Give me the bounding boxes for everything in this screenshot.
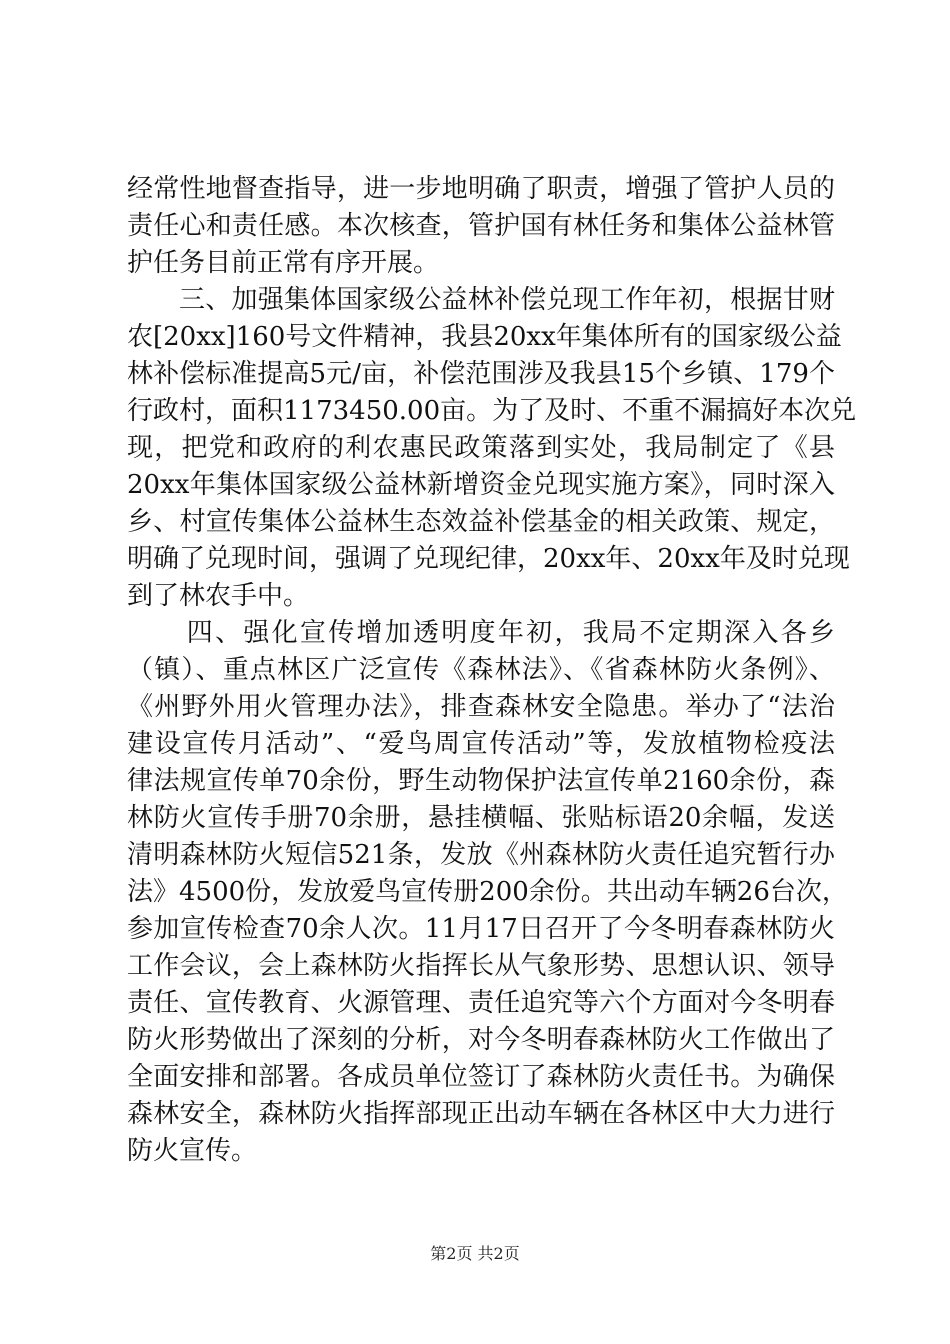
text-line: 三、加强集体国家级公益林补偿兑现工作年初，根据甘财 <box>179 285 835 315</box>
text-line: 防火宣传。 <box>127 1136 258 1166</box>
paragraph <box>127 615 848 1170</box>
text-line: 工作会议，会上森林防火指挥长从气象形势、思想认识、领导 <box>127 951 835 981</box>
text-line: 现，把党和政府的利农惠民政策落到实处，我局制定了《县 <box>127 433 835 463</box>
text-line: 清明森林防火短信521条，发放《州森林防火责任追究暂行办 <box>127 840 835 870</box>
text-line: 经常性地督查指导，进一步地明确了职责，增强了管护人员的 <box>127 174 835 204</box>
text-line: 防火形势做出了深刻的分析，对今冬明春森林防火工作做出了 <box>127 1025 835 1055</box>
text-line: 农[20xx]160号文件精神，我县20xx年集体所有的国家级公益 <box>127 322 842 352</box>
paragraph <box>127 171 835 282</box>
text-line: 乡、村宣传集体公益林生态效益补偿基金的相关政策、规定， <box>127 507 835 537</box>
text-line: 参加宣传检查70余人次。11月17日召开了今冬明春森林防火 <box>127 914 835 944</box>
text-line: 明确了兑现时间，强调了兑现纪律，20xx年、20xx年及时兑现 <box>127 544 850 574</box>
text-line: 责任、宣传教育、火源管理、责任追究等六个方面对今冬明春 <box>127 988 835 1018</box>
page-footer: 第2页 共2页 <box>430 1244 520 1263</box>
text-line: （镇）、重点林区广泛宣传《森林法》、《省森林防火条例》、 <box>127 655 835 685</box>
document-body <box>127 171 857 1170</box>
text-line: 建设宣传月活动”、“爱鸟周宣传活动”等，发放植物检疫法 <box>127 729 835 759</box>
text-line: 护任务目前正常有序开展。 <box>127 248 440 278</box>
text-line: 全面安排和部署。各成员单位签订了森林防火责任书。为确保 <box>127 1062 835 1092</box>
text-line: 四、强化宣传增加透明度年初，我局不定期深入各乡 <box>186 618 835 648</box>
text-line: 森林安全，森林防火指挥部现正出动车辆在各林区中大力进行 <box>127 1099 835 1129</box>
text-line: 《州野外用火管理办法》，排查森林安全隐患。举办了“法治 <box>127 692 835 722</box>
text-line: 责任心和责任感。本次核查，管护国有林任务和集体公益林管 <box>127 211 835 241</box>
text-line: 林防火宣传手册70余册，悬挂横幅、张贴标语20余幅，发送 <box>127 803 835 833</box>
text-line: 林补偿标准提高5元/亩，补偿范围涉及我县15个乡镇、179个 <box>127 359 835 389</box>
text-line: 律法规宣传单70余份，野生动物保护法宣传单2160余份，森 <box>127 766 835 796</box>
text-line: 20xx年集体国家级公益林新增资金兑现实施方案》，同时深入 <box>127 470 835 500</box>
text-line: 到了林农手中。 <box>127 581 310 611</box>
paragraph <box>127 282 857 615</box>
text-line: 法》4500份，发放爱鸟宣传册200余份。共出动车辆26台次， <box>127 877 848 907</box>
text-line: 行政村，面积1173450.00亩。为了及时、不重不漏搞好本次兑 <box>127 396 857 426</box>
